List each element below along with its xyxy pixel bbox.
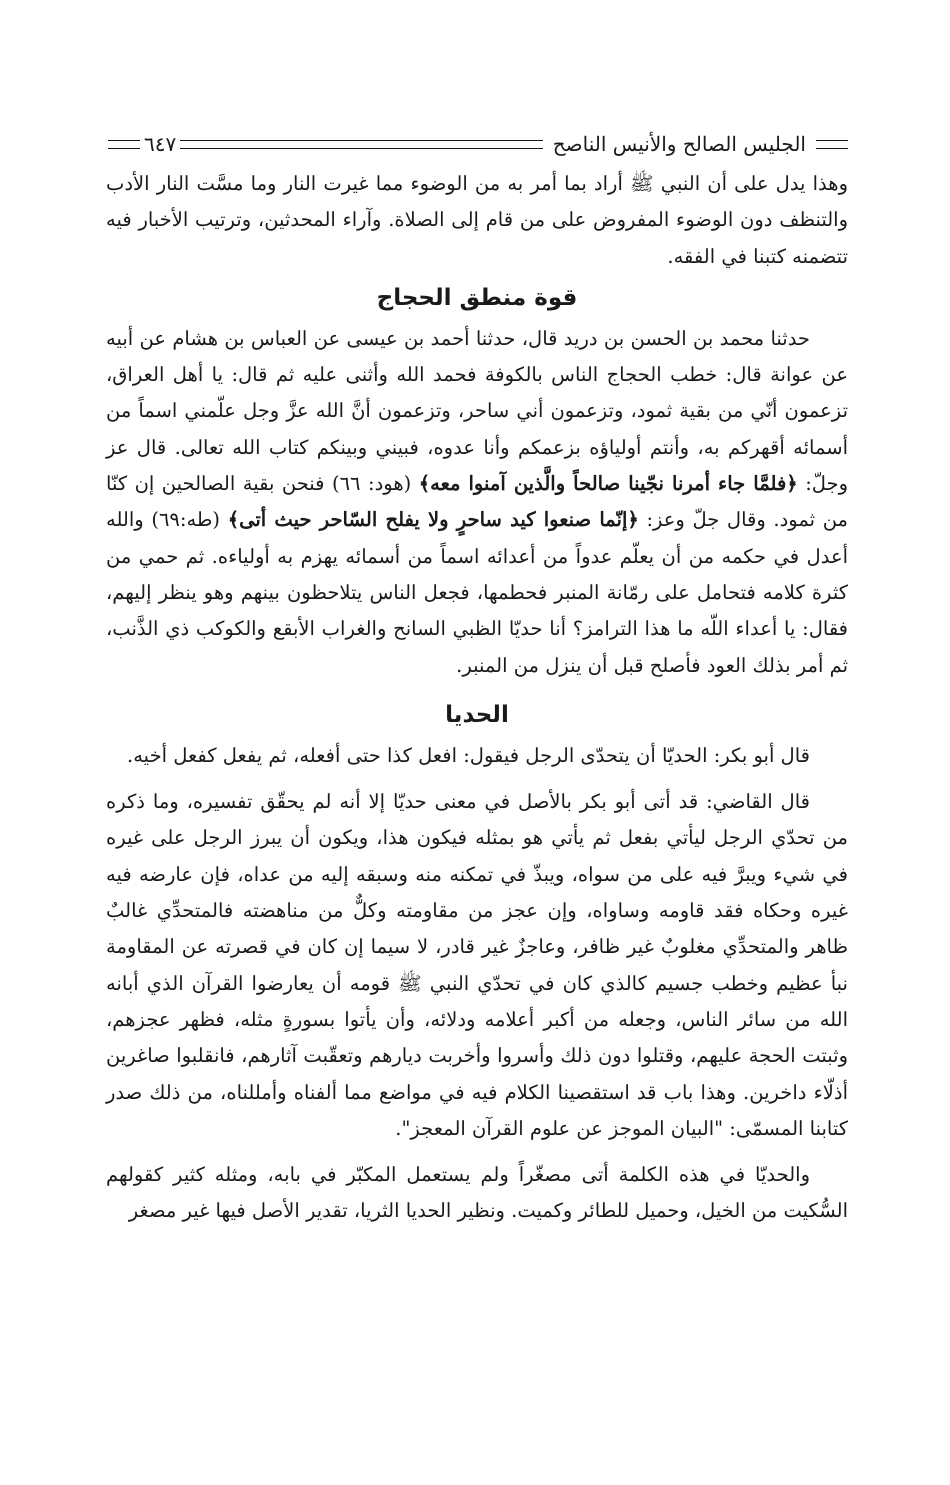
page-body xyxy=(106,166,848,1230)
text-segment: حدثنا محمد بن الحسن بن دريد قال، حدثنا أحمد بن عيسى عن العباس بن هشام عن أبيه عن عوانة قال: خطب الحجاج الناس بالكوفة فحمد الله وأثنى عليه ثم قال: يا أهل العراق، تزعمون أنّي من بقية ثمود، وتزعمون أني ساحر، وتزعمون أنَّ الله عزَّ وجل علّمني اسماً من أسمائه أقهركم به، وأنتم أولياؤه بزعمكم وأنا عدوه، فبيني وبينكم كتاب الله تعالى. قال عز وجلّ: xyxy=(106,326,849,496)
running-header xyxy=(108,126,848,162)
header-rule-left xyxy=(108,140,140,149)
text-segment: (هود: ٦٦) فنحن بقية الصالحين إن كنّا من ثمود. وقال جلّ وعز: xyxy=(106,472,848,532)
page-number: ٦٤٧ xyxy=(144,132,177,156)
paragraph-hudayya: والحديّا في هذه الكلمة أتى مصغّراً ولم يستعمل المكبّر في بابه، ومثله كثير كقولهم السُّكيت من الخيل، وحميل للطائر وكميت. ونظير الحديا الثريا، تقدير الأصل فيها غير مصغر xyxy=(106,1163,848,1223)
paragraph-continuation: وهذا يدل على أن النبي ﷺ أراد بما أمر به من الوضوء مما غيرت النار وما مسَّت النار الأدب والتنظف دون الوضوء المفروض على من قام إلى الصلاة. وآراء المحدثين، وترتيب الأخبار فيه تتضمنه كتبنا في الفقه. xyxy=(106,172,848,268)
text-segment: (طه:٦٩) والله أعدل في حكمه من أن يعلّم عدواً من أعدائه اسماً من أسمائه يهزم به أولياءه. ثم حمي من كثرة كلامه فتحامل على رمّانة المنبر فحطمها، فجعل الناس يتلاحظون بينهم وهو ينظر إليهم، فقال: يا أعداء اللّه ما هذا الترامز؟ أنا حديّا الظبي السانح والغراب الأبقع والكوكب ذي الذَّنب، ثم أمر بذلك العود فأصلح قبل أن ينزل من المنبر. xyxy=(106,508,848,677)
quran-quote: ﴿إنّما صنعوا كيد ساحرٍ ولا يفلح السّاحر حيث أتى﴾ xyxy=(227,508,639,532)
header-rule-right xyxy=(816,140,848,149)
section-heading: قوة منطق الحجاج xyxy=(376,284,578,311)
paragraph-qadi: قال القاضي: قد أتى أبو بكر بالأصل في معنى حديّا إلا أنه لم يحقّق تفسيره، وما ذكره من تحدّي الرجل ليأتي بفعل ثم يأتي هو بمثله فيكون هذا، ويكون أن يبرز الرجل على غيره في شيء ويبرَّ فيه على من سواه، ويبذّ في تمكنه منه وسبقه إليه من عداه، فإن عارضه فيه غيره وحكاه فقد قاومه وساواه، وإن عجز من مقاومته وكلٌّ من مناهضته فالمتحدِّي غالبٌ ظاهر والمتحدِّي مغلوبٌ غير ظافر، وعاجزٌ غير قادر، لا سيما إن كان في قصرته عن المقاومة نبأ عظيم وخطب جسيم كالذي كان في تحدّي النبي ﷺ قومه أن يعارضوا القرآن الذي أبانه الله من سائر الناس، وجعله من أكبر أعلامه ودلائه، وأن يأتوا بسورةٍ مثله، فظهر عجزهم، وثبتت الحجة عليهم، وقتلوا دون ذلك وأسروا وأخربت ديارهم وتعقّبت آثارهم، فانقلبوا صاغرين أذلّاء داخرين. وهذا باب قد استقصينا الكلام فيه في مواضع مما ألفناه وأمللناه، من ذلك صدر كتابنا المسمّى: "البيان الموجز عن علوم القرآن المعجز". xyxy=(106,790,848,1140)
section-heading: الحديا xyxy=(445,701,509,728)
header-title: الجليس الصالح والأنيس الناصح xyxy=(552,132,806,156)
quran-quote: ﴿فلمَّا جاء أمرنا نجّينا صالحاً والَّذين آمنوا معه﴾ xyxy=(418,472,798,496)
paragraph-hajjaj xyxy=(106,321,848,684)
header-rule-middle xyxy=(180,140,542,149)
paragraph-abu-bakr: قال أبو بكر: الحديّا أن يتحدّى الرجل فيقول: افعل كذا حتى أفعله، ثم يفعل كفعل أخيه. xyxy=(127,743,810,767)
